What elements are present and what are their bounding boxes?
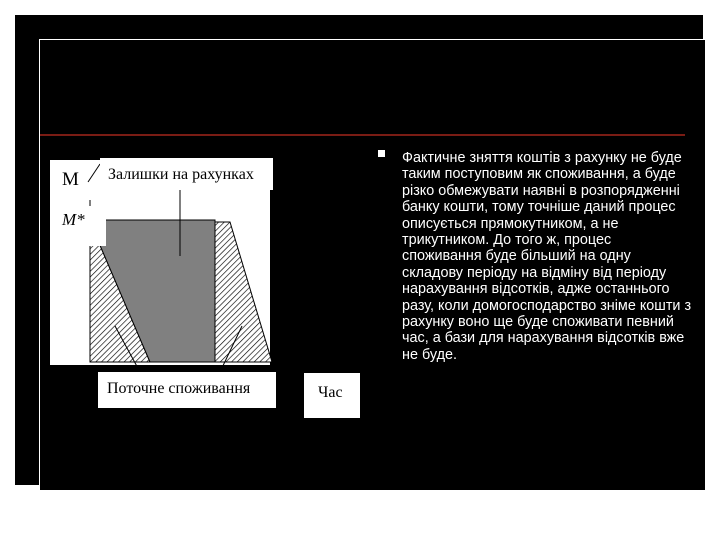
title-divider-line: [40, 134, 685, 136]
balance-consumption-diagram: [40, 140, 380, 470]
balances-label: Залишки на рахунках: [108, 166, 254, 183]
m-star-axis-label: M*: [62, 210, 85, 229]
bullet-square-icon: [378, 150, 385, 157]
m-axis-label: M: [62, 169, 79, 190]
time-axis-label: Час: [318, 384, 343, 401]
diagram-svg: [40, 140, 380, 470]
consumption-label: Поточне споживання: [107, 380, 251, 397]
slide-body-text: Фактичне зняття коштів з рахунку не буде таким поступовим як споживання, а буде різко обмежувати наявні в розпорядженні банку кошти, тому точніше даний процес описується прямокутником, а не трикутником. До того ж, процес споживання буде більший на одну складову періоду на відміну від періоду нарахування відсотків, адже останнього разу, коли домогосподарство зніме кошти з рахунку воно ще буде споживати певний час, а бази для нарахування відсотків вже не буде.: [402, 150, 692, 363]
